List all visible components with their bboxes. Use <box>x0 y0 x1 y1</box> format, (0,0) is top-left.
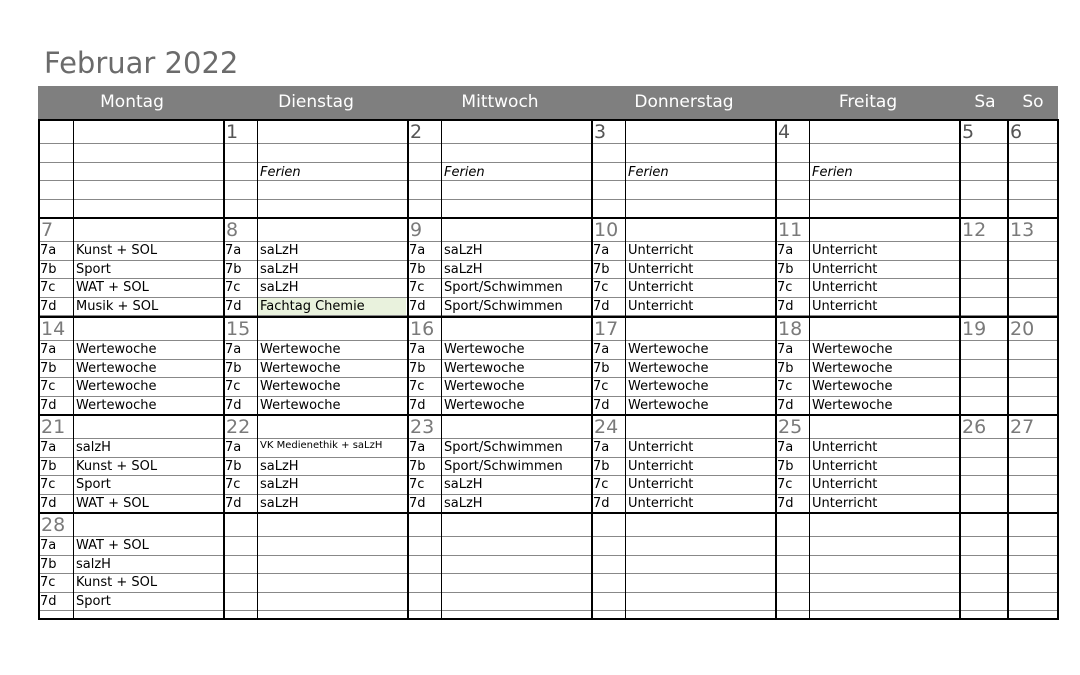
class-label: 7a <box>593 243 610 258</box>
header-friday: Freitag <box>838 92 898 112</box>
schedule-entry: Wertewoche <box>444 360 525 376</box>
day-number: 27 <box>1010 416 1035 438</box>
day-number: 10 <box>594 219 619 241</box>
schedule-entry: Wertewoche <box>628 379 709 394</box>
class-label: 7c <box>409 280 425 295</box>
schedule-entry: saLzH <box>260 477 299 492</box>
class-label: 7d <box>593 495 610 511</box>
day-number: 17 <box>594 318 619 340</box>
class-label: 7b <box>593 458 610 474</box>
schedule-entry: Wertewoche <box>260 342 341 357</box>
class-label: 7a <box>40 440 57 455</box>
class-label: 7a <box>777 440 794 455</box>
row-line <box>38 199 1058 200</box>
class-label: 7d <box>409 397 426 413</box>
class-label: 7a <box>593 440 610 455</box>
class-label: 7a <box>777 243 794 258</box>
schedule-entry: Unterricht <box>628 280 694 295</box>
class-label: 7b <box>593 360 610 376</box>
class-label: 7a <box>40 342 57 357</box>
day-number: 21 <box>41 416 66 438</box>
class-label: 7c <box>593 477 609 492</box>
class-label: 7b <box>777 360 794 376</box>
holiday-label: Ferien <box>260 165 301 180</box>
schedule-entry: Sport/Schwimmen <box>444 458 563 474</box>
schedule-entry: Wertewoche <box>628 342 709 357</box>
schedule-entry: Unterricht <box>628 458 694 474</box>
schedule-entry: Wertewoche <box>260 397 341 413</box>
class-label: 7c <box>777 379 793 394</box>
schedule-entry: salzH <box>76 440 111 455</box>
class-label: 7c <box>593 280 609 295</box>
schedule-entry: Musik + SOL <box>76 298 159 314</box>
schedule-entry: Sport <box>76 477 111 492</box>
week-border <box>38 217 1058 219</box>
day-number: 22 <box>226 416 251 438</box>
header-thursday: Donnerstag <box>634 92 734 112</box>
schedule-entry: saLzH <box>444 495 483 511</box>
schedule-entry: saLzH <box>260 280 299 295</box>
class-label: 7a <box>409 342 426 357</box>
schedule-entry: Unterricht <box>628 495 694 511</box>
row-line <box>38 143 1058 144</box>
grid-bottom-border <box>38 618 1058 620</box>
class-label: 7d <box>40 495 57 511</box>
schedule-entry: Kunst + SOL <box>76 243 158 258</box>
column-line <box>73 119 74 620</box>
class-label: 7c <box>777 477 793 492</box>
column-line <box>441 119 442 620</box>
class-label: 7b <box>40 261 57 277</box>
day-number: 5 <box>962 121 975 143</box>
schedule-entry: Kunst + SOL <box>76 458 158 474</box>
schedule-entry: WAT + SOL <box>76 495 149 511</box>
day-number: 9 <box>410 219 423 241</box>
row-line <box>38 180 1058 181</box>
schedule-entry: Sport <box>76 593 111 609</box>
schedule-entry: salzH <box>76 556 111 572</box>
day-number: 1 <box>226 121 239 143</box>
schedule-entry: Wertewoche <box>444 342 525 357</box>
schedule-entry: Wertewoche <box>812 360 893 376</box>
schedule-entry: Wertewoche <box>628 397 709 413</box>
schedule-entry: Unterricht <box>812 243 878 258</box>
column-line <box>959 119 961 620</box>
schedule-entry: Unterricht <box>628 261 694 277</box>
class-label: 7d <box>593 397 610 413</box>
day-number: 26 <box>962 416 987 438</box>
schedule-entry: Kunst + SOL <box>76 575 158 590</box>
schedule-entry: Wertewoche <box>444 379 525 394</box>
row-line <box>38 573 1058 574</box>
header-sunday: So <box>1022 92 1044 112</box>
schedule-entry: Unterricht <box>628 440 694 455</box>
day-number: 19 <box>962 318 987 340</box>
row-line <box>38 162 1058 163</box>
class-label: 7a <box>225 342 242 357</box>
header-tuesday: Dienstag <box>278 92 354 112</box>
week-border <box>38 512 1058 514</box>
class-label: 7b <box>777 458 794 474</box>
day-number: 8 <box>226 219 239 241</box>
day-number: 4 <box>778 121 791 143</box>
class-label: 7a <box>777 342 794 357</box>
class-label: 7b <box>40 360 57 376</box>
row-line <box>38 241 1058 242</box>
schedule-entry: Wertewoche <box>76 342 157 357</box>
row-line <box>38 340 1058 341</box>
column-line <box>1057 119 1059 620</box>
schedule-entry: Wertewoche <box>260 379 341 394</box>
schedule-entry: saLzH <box>260 495 299 511</box>
column-line <box>809 119 810 620</box>
schedule-entry: saLzH <box>260 458 299 474</box>
class-label: 7c <box>225 379 241 394</box>
schedule-entry: Wertewoche <box>260 360 341 376</box>
class-label: 7d <box>593 298 610 314</box>
class-label: 7b <box>225 458 242 474</box>
class-label: 7c <box>40 379 56 394</box>
day-number: 28 <box>41 514 66 536</box>
schedule-entry: Sport/Schwimmen <box>444 298 563 314</box>
day-number: 18 <box>778 318 803 340</box>
class-label: 7c <box>593 379 609 394</box>
class-label: 7a <box>225 440 242 455</box>
class-label: 7c <box>777 280 793 295</box>
holiday-label: Ferien <box>628 165 669 180</box>
class-label: 7c <box>225 477 241 492</box>
schedule-entry: Wertewoche <box>76 379 157 394</box>
class-label: 7b <box>40 458 57 474</box>
class-label: 7b <box>409 261 426 277</box>
schedule-entry: Unterricht <box>812 261 878 277</box>
day-number: 6 <box>1010 121 1023 143</box>
schedule-entry: Unterricht <box>812 280 878 295</box>
schedule-entry: Wertewoche <box>812 397 893 413</box>
schedule-entry: Unterricht <box>812 458 878 474</box>
class-label: 7c <box>225 280 241 295</box>
row-line <box>38 359 1058 360</box>
class-label: 7d <box>40 397 57 413</box>
week-border <box>38 119 1058 121</box>
class-label: 7d <box>409 495 426 511</box>
class-label: 7d <box>40 298 57 314</box>
class-label: 7a <box>40 243 57 258</box>
day-number: 13 <box>1010 219 1035 241</box>
header-saturday: Sa <box>974 92 996 112</box>
schedule-entry: Fachtag Chemie <box>260 298 365 314</box>
class-label: 7b <box>225 360 242 376</box>
schedule-entry: saLzH <box>444 477 483 492</box>
class-label: 7b <box>409 458 426 474</box>
class-label: 7b <box>777 261 794 277</box>
class-label: 7d <box>225 397 242 413</box>
class-label: 7d <box>225 298 242 314</box>
day-number: 24 <box>594 416 619 438</box>
schedule-entry: Sport/Schwimmen <box>444 440 563 455</box>
row-line <box>38 610 1058 611</box>
week-border <box>38 316 1058 318</box>
schedule-entry: Unterricht <box>628 477 694 492</box>
day-number: 15 <box>226 318 251 340</box>
header-monday: Montag <box>100 92 164 112</box>
schedule-entry: Sport/Schwimmen <box>444 280 563 295</box>
schedule-entry: Unterricht <box>812 298 878 314</box>
schedule-entry: Unterricht <box>628 243 694 258</box>
schedule-entry: Wertewoche <box>76 397 157 413</box>
schedule-entry: saLzH <box>260 261 299 277</box>
day-number: 23 <box>410 416 435 438</box>
row-line <box>38 494 1058 495</box>
row-line <box>38 260 1058 261</box>
schedule-entry: Wertewoche <box>628 360 709 376</box>
calendar-title: Februar 2022 <box>44 46 239 80</box>
class-label: 7d <box>777 495 794 511</box>
schedule-entry: VK Medienethik + saLzH <box>260 440 383 451</box>
week-border <box>38 414 1058 416</box>
class-label: 7a <box>40 538 57 553</box>
class-label: 7b <box>409 360 426 376</box>
class-label: 7c <box>409 379 425 394</box>
class-label: 7d <box>409 298 426 314</box>
schedule-entry: saLzH <box>444 243 483 258</box>
class-label: 7a <box>225 243 242 258</box>
class-label: 7d <box>40 593 57 609</box>
schedule-entry: saLzH <box>260 243 299 258</box>
class-label: 7c <box>409 477 425 492</box>
class-label: 7c <box>40 280 56 295</box>
day-number: 12 <box>962 219 987 241</box>
row-line <box>38 396 1058 397</box>
schedule-entry: Wertewoche <box>444 397 525 413</box>
row-line <box>38 592 1058 593</box>
holiday-label: Ferien <box>812 165 853 180</box>
schedule-entry: Wertewoche <box>812 379 893 394</box>
class-label: 7d <box>777 298 794 314</box>
schedule-entry: Unterricht <box>812 440 878 455</box>
column-line <box>257 119 258 620</box>
day-number: 25 <box>778 416 803 438</box>
day-number: 14 <box>41 318 66 340</box>
schedule-entry: Unterricht <box>628 298 694 314</box>
class-label: 7a <box>593 342 610 357</box>
column-line <box>1007 119 1009 620</box>
class-label: 7d <box>777 397 794 413</box>
schedule-entry: WAT + SOL <box>76 538 149 553</box>
schedule-entry: saLzH <box>444 261 483 277</box>
row-line <box>38 377 1058 378</box>
schedule-entry: Unterricht <box>812 477 878 492</box>
row-line <box>38 555 1058 556</box>
class-label: 7b <box>225 261 242 277</box>
row-line <box>38 536 1058 537</box>
class-label: 7c <box>40 575 56 590</box>
day-number: 2 <box>410 121 423 143</box>
day-number: 3 <box>594 121 607 143</box>
class-label: 7c <box>40 477 56 492</box>
day-number: 20 <box>1010 318 1035 340</box>
schedule-entry: WAT + SOL <box>76 280 149 295</box>
holiday-label: Ferien <box>444 165 485 180</box>
schedule-entry: Wertewoche <box>812 342 893 357</box>
day-number: 11 <box>778 219 803 241</box>
schedule-entry: Sport <box>76 261 111 277</box>
class-label: 7b <box>593 261 610 277</box>
column-line <box>625 119 626 620</box>
header-wednesday: Mittwoch <box>461 92 539 112</box>
day-number: 16 <box>410 318 435 340</box>
schedule-entry: Wertewoche <box>76 360 157 376</box>
class-label: 7a <box>409 440 426 455</box>
class-label: 7a <box>409 243 426 258</box>
day-number: 7 <box>41 219 54 241</box>
class-label: 7b <box>40 556 57 572</box>
schedule-entry: Unterricht <box>812 495 878 511</box>
class-label: 7d <box>225 495 242 511</box>
